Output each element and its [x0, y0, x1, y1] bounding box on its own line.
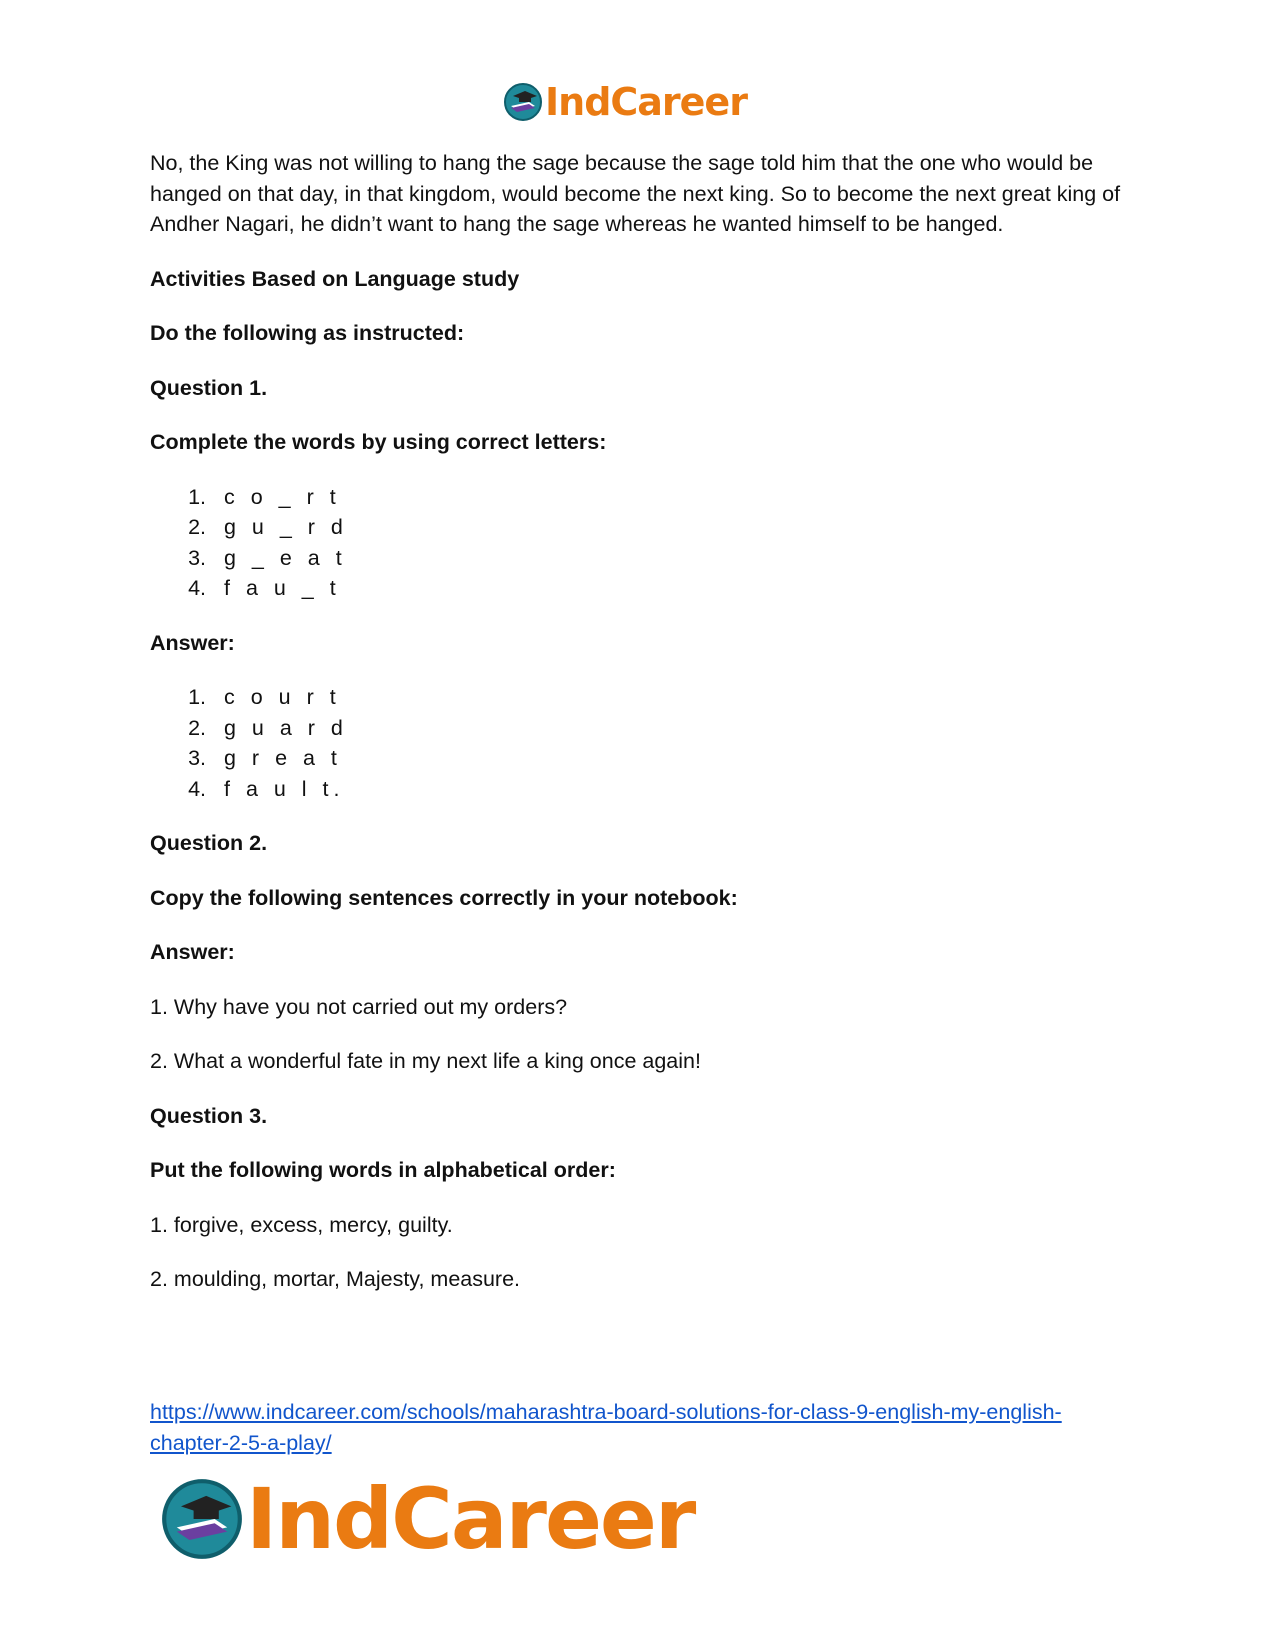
logo-wordmark: IndCareer — [545, 80, 747, 124]
question-2-prompt: Copy the following sentences correctly in your notebook: — [150, 885, 738, 910]
section-title: Activities Based on Language study — [150, 266, 520, 291]
question-1-answers — [150, 682, 1130, 804]
question-1-heading: Question 1. — [150, 375, 268, 400]
question-2-answer-2: 2. What a wonderful fate in my next life a king once again! — [150, 1049, 701, 1073]
question-3-item-1: 1. forgive, excess, mercy, guilty. — [150, 1212, 453, 1237]
instruction-text: Do the following as instructed: — [150, 321, 465, 345]
question-2-answer-label: Answer: — [150, 940, 235, 964]
question-3-heading: Question 3. — [150, 1103, 268, 1128]
list-item: 4. f a u _ t — [188, 576, 341, 600]
intro-paragraph: No, the King was not willing to hang the sage because the sage told him that the one who would be hanged on that day, in that kingdom, would become the next king. So to become the next great king of Andher Nagari, he didn’t want to hang the sage whereas he wanted himself to be hanged. — [150, 151, 1121, 236]
question-1-prompt: Complete the words by using correct letters: — [150, 430, 607, 454]
list-item: 4. f a u l t. — [188, 776, 345, 801]
list-item: 1. c o _ r t — [188, 484, 341, 509]
list-item: 3. g _ e a t — [188, 545, 347, 570]
question-1-list — [150, 482, 1130, 604]
header-logo — [503, 80, 747, 124]
graduation-book-icon — [160, 1477, 244, 1561]
footer-source-link[interactable]: https://www.indcareer.com/schools/maharashtra-board-solutions-for-class-9-english-my-english-chapter-2-5-a-play/ — [150, 1400, 1062, 1455]
graduation-book-icon — [503, 82, 543, 122]
list-item: 1. c o u r t — [188, 685, 341, 709]
question-2-answer-1: 1. Why have you not carried out my orders? — [150, 994, 568, 1019]
list-item: 2. g u a r d — [188, 715, 348, 740]
main-content — [150, 148, 1130, 1319]
footer-logo — [160, 1470, 694, 1568]
question-3-item-2: 2. moulding, mortar, Majesty, measure. — [150, 1267, 521, 1291]
question-3-prompt: Put the following words in alphabetical order: — [150, 1158, 616, 1182]
list-item: 3. g r e a t — [188, 746, 342, 770]
question-2-heading: Question 2. — [150, 831, 268, 855]
logo-wordmark: IndCareer — [246, 1470, 695, 1568]
list-item: 2. g u _ r d — [188, 515, 348, 539]
question-1-answer-label: Answer: — [150, 630, 235, 655]
